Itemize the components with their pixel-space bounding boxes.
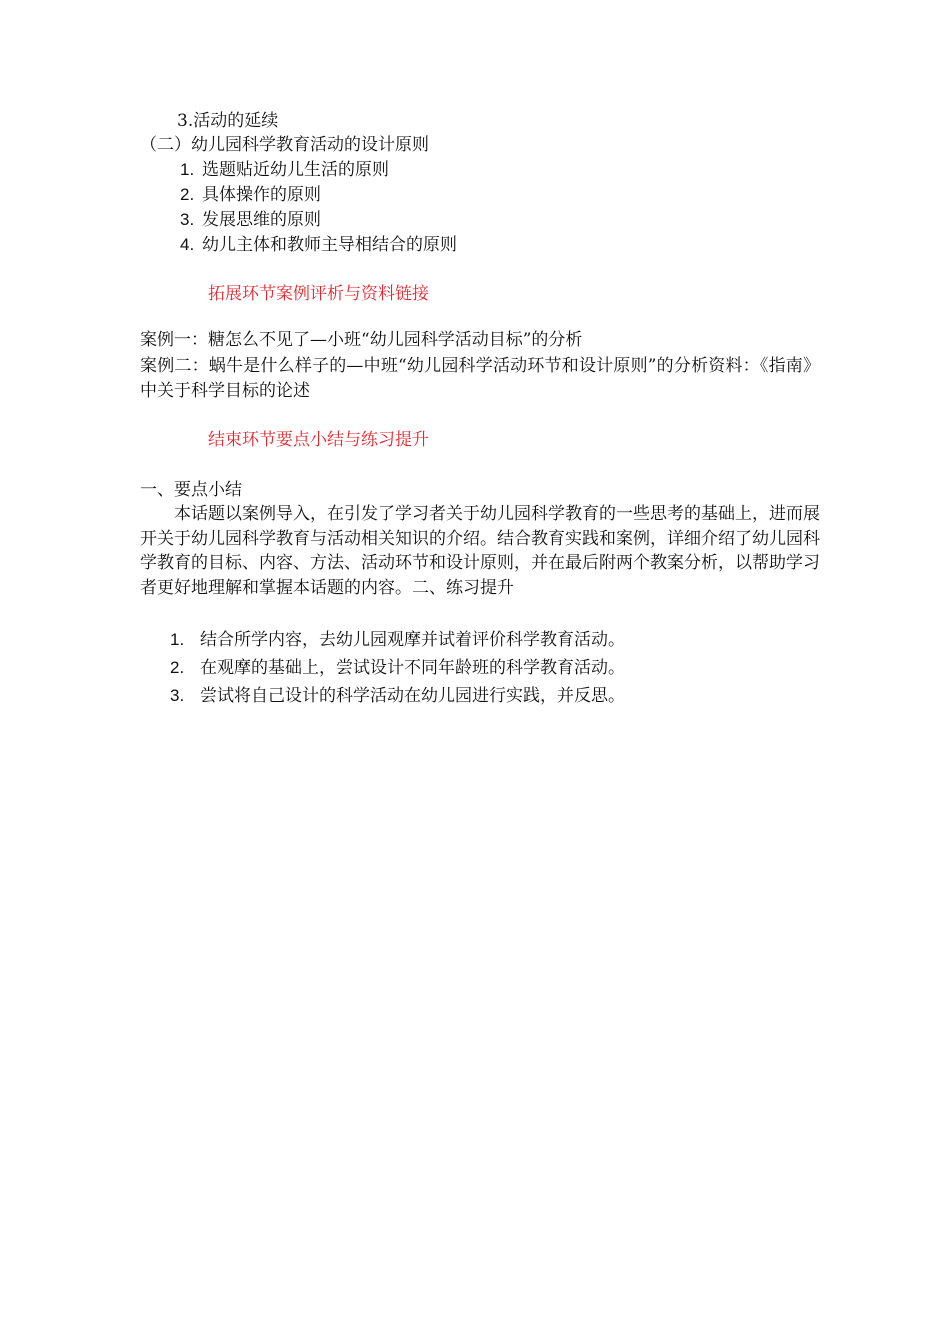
- principles-heading: （二）幼儿园科学教育活动的设计原则: [140, 135, 429, 155]
- summary-paragraph: 本话题以案例导入，在引发了学习者关于幼儿园科学教育的一些思考的基础上，进而展开关于幼儿园科学教育与活动相关知识的介绍。结合教育实践和案例，详细介绍了幼儿园科学教育的目标、内容、方法、活动环节和设计原则，并在最后附两个教案分析，以帮助学习者更好地理解和掌握本话题的内容。二、练习提升: [140, 504, 820, 598]
- principle-text: 发展思维的原则: [202, 210, 321, 230]
- exercise-text: 在观摩的基础上，尝试设计不同年龄班的科学教育活动。: [200, 658, 625, 678]
- exercise-item: [170, 656, 625, 680]
- principle-item: [180, 208, 321, 232]
- principle-number: 4.: [180, 235, 195, 254]
- extension-heading: 拓展环节案例评析与资料链接: [208, 284, 429, 304]
- principle-item: [180, 158, 389, 182]
- exercise-number: 3.: [170, 686, 185, 705]
- exercise-text: 结合所学内容，去幼儿园观摩并试着评价科学教育活动。: [200, 630, 625, 650]
- exercise-number: 2.: [170, 658, 185, 677]
- principle-item: [180, 183, 321, 207]
- case-one: 案例一：糖怎么不见了—小班“幼儿园科学活动目标”的分析: [140, 330, 583, 350]
- principle-number: 3.: [180, 210, 195, 229]
- exercise-number: 1.: [170, 630, 185, 649]
- principle-item: [180, 233, 457, 257]
- principle-number: 1.: [180, 160, 195, 179]
- exercise-item: [170, 684, 625, 708]
- principle-number: 2.: [180, 185, 195, 204]
- exercise-text: 尝试将自己设计的科学活动在幼儿园进行实践，并反思。: [200, 686, 625, 706]
- exercise-item: [170, 628, 625, 652]
- summary-heading: 一、要点小结: [140, 480, 242, 500]
- principle-text: 具体操作的原则: [202, 185, 321, 205]
- case-two: 案例二：蜗牛是什么样子的—中班“幼儿园科学活动环节和设计原则”的分析资料：《指南》中关于科学目标的论述: [140, 356, 820, 401]
- closing-heading: 结束环节要点小结与练习提升: [208, 430, 429, 450]
- principle-text: 幼儿主体和教师主导相结合的原则: [202, 235, 457, 255]
- principle-text: 选题贴近幼儿生活的原则: [202, 160, 389, 180]
- section-3-item: 3.活动的延续: [177, 111, 279, 131]
